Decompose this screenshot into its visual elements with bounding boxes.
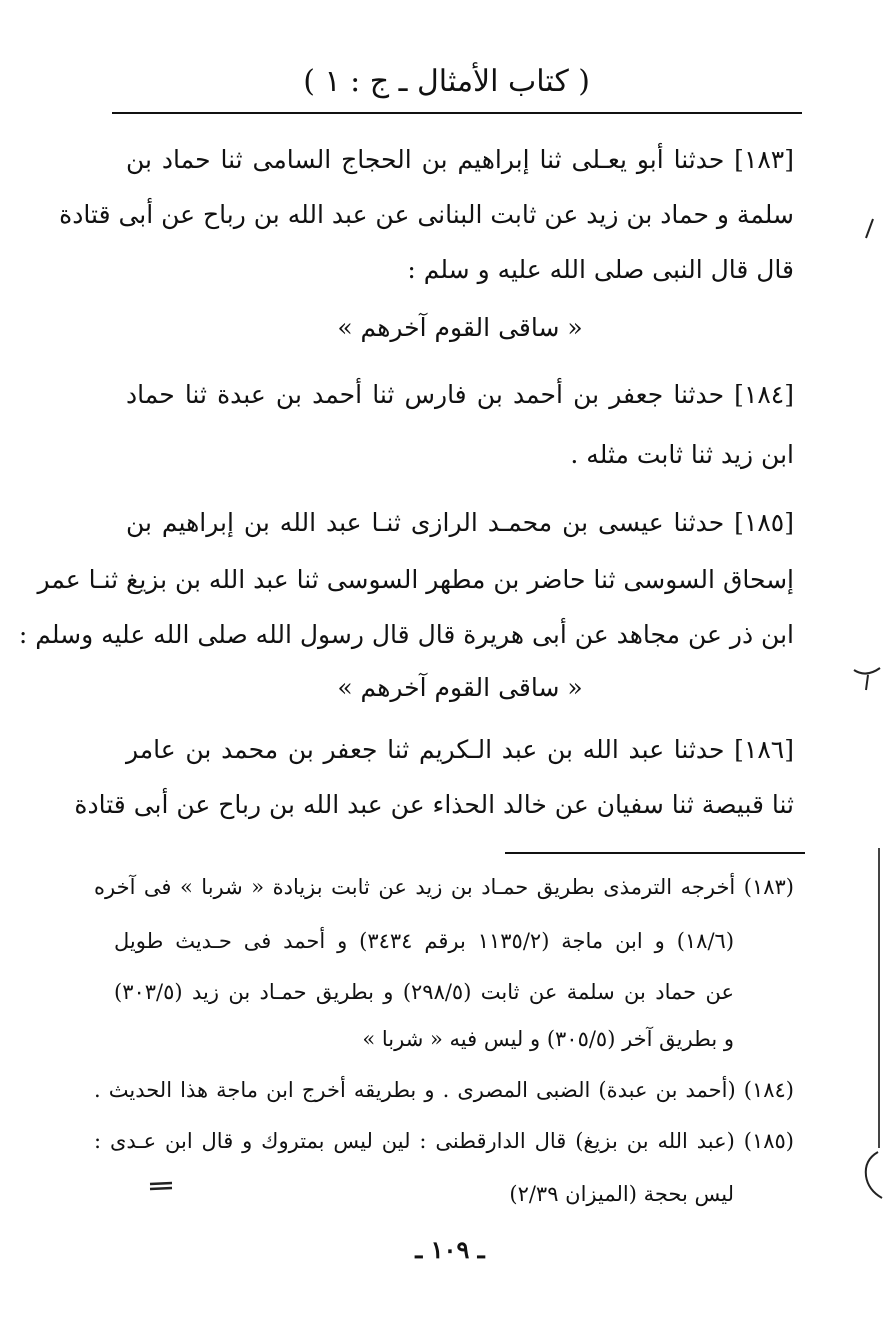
- footnote-line: ليس بحجة (الميزان ٢/٣٩): [509, 1182, 734, 1206]
- text-line: إسحاق السوسى ثنا حاضر بن مطهر السوسى ثنا عبد الله بن بزيغ ثنـا عمر: [37, 565, 794, 594]
- text-line: ابن زيد ثنا ثابت مثله .: [570, 440, 794, 469]
- footnote-line: (١٨٣) أخرجه الترمذى بطريق حمـاد بن زيد عن ثابت بزيادة « شربا » فى آخره: [94, 875, 794, 899]
- text-line: [١٨٤] حدثنا جعفر بن أحمد بن فارس ثنا أحمد بن عبدة ثنا حماد: [126, 380, 794, 409]
- page-edge-line: [877, 848, 881, 1148]
- text-line: قال قال النبى صلى الله عليه و سلم :: [407, 255, 794, 284]
- footnote-line: (١٨٥) (عبد الله بن بزيغ) قال الدارقطنى : لين ليس بمتروك و قال ابن عـدى :: [94, 1129, 794, 1153]
- margin-bracket-icon: [858, 1150, 884, 1200]
- footnote-dash-icon: [148, 1180, 174, 1192]
- text-line: [١٨٥] حدثنا عيسى بن محمـد الرازى ثنـا عبد الله بن إبراهيم بن: [126, 508, 794, 537]
- quoted-saying: « ساقى القوم آخرهم »: [337, 313, 583, 342]
- text-line: [١٨٣] حدثنا أبو يعـلى ثنا إبراهيم بن الحجاج السامى ثنا حماد بن: [126, 145, 794, 174]
- footnote-line: عن حماد بن سلمة عن ثابت (٢٩٨/٥) و بطريق حمـاد بن زيد (٣٠٣/٥): [114, 980, 734, 1004]
- page-number: ـ ١٠٩ ـ: [415, 1235, 485, 1264]
- text-line: ثنا قبيصة ثنا سفيان عن خالد الحذاء عن عبد الله بن رباح عن أبى قتادة: [74, 790, 794, 819]
- quoted-saying: « ساقى القوم آخرهم »: [337, 673, 583, 702]
- footnote-line: و بطريق آخر (٣٠٥/٥) و ليس فيه « شربا »: [362, 1027, 734, 1051]
- footnote-line: (١٨/٦) و ابن ماجة (١١٣٥/٢ برقم ٣٤٣٤) و أحمد فى حـديث طويل: [114, 929, 735, 953]
- margin-mark-icon: [862, 218, 876, 240]
- running-header: ( كتاب الأمثال ـ ج : ١ ): [303, 64, 590, 99]
- footnote-line: (١٨٤) (أحمد بن عبدة) الضبى المصرى . و بطريقه أخرج ابن ماجة هذا الحديث .: [94, 1078, 794, 1102]
- header-rule: [112, 112, 802, 114]
- margin-bracket-icon: [852, 662, 882, 692]
- text-line: ابن ذر عن مجاهد عن أبى هريرة قال قال رسول الله صلى الله عليه وسلم :: [18, 620, 794, 649]
- text-line: سلمة و حماد بن زيد عن ثابت البنانى عن عبد الله بن رباح عن أبى قتادة: [59, 200, 794, 229]
- text-line: [١٨٦] حدثنا عبد الله بن عبد الـكريم ثنا جعفر بن محمد بن عامر: [126, 735, 794, 764]
- footnote-rule: [505, 852, 805, 854]
